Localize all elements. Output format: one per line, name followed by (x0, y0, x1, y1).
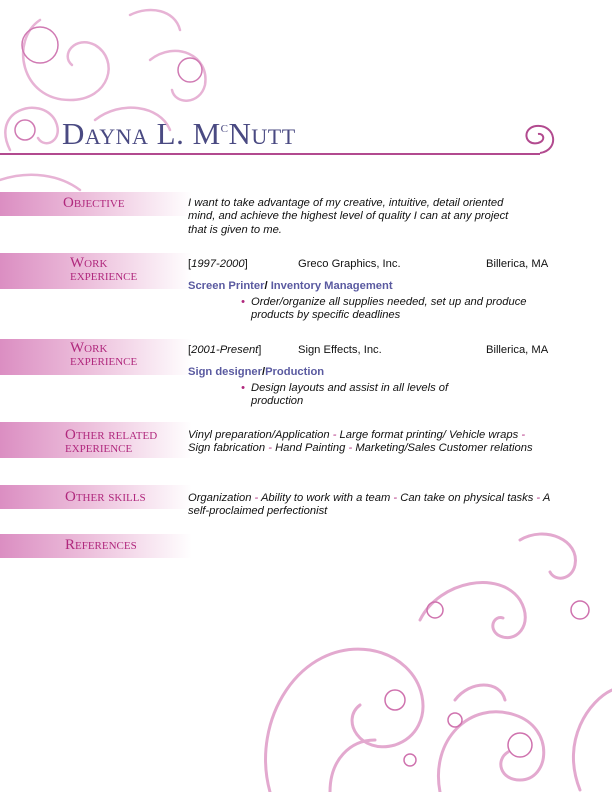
skills-text: Organization - Ability to work with a team - Can take on physical tasks - A self-proclaimed perfectionist (188, 492, 550, 518)
section-label-related: Other related experience (65, 427, 158, 456)
work-2-company: Sign Effects, Inc. (298, 344, 382, 356)
related-text: Vinyl preparation/Application - Large format printing/ Vehicle wraps - Sign fabrication - Hand Painting - Marketing/Sales Customer relations (188, 429, 533, 455)
section-label-objective: Objective (63, 195, 125, 211)
work-1-bullet: • Order/organize all supplies needed, set up and produce products by specific deadlines (241, 296, 527, 322)
header-rule (0, 153, 540, 155)
work-1-title: Screen Printer/ Inventory Management (188, 280, 393, 292)
candidate-name: Dayna L. $M^cNutt$ (62, 116, 296, 151)
work-1-dates: [1997-2000] (188, 258, 248, 270)
section-label-work-2: Work experience (70, 340, 138, 369)
work-2-title: Sign designer/Production (188, 366, 325, 378)
work-2-bullet: • Design layouts and assist in all levels of production (241, 382, 449, 408)
section-label-skills: Other skills (65, 489, 146, 505)
bullet-icon: • (241, 382, 245, 394)
work-2-location: Billerica, MA (486, 344, 549, 356)
objective-text: I want to take advantage of my creative, intuitive, detail oriented mind, and achieve the highest level of quality I can at any project that is given to me. (188, 197, 509, 236)
section-label-references: References (65, 537, 137, 553)
bullet-icon: • (241, 296, 245, 308)
section-label-work-1: Work experience (70, 255, 138, 284)
work-1-location: Billerica, MA (486, 258, 549, 270)
work-2-dates: [2001-Present] (188, 344, 262, 356)
work-1-company: Greco Graphics, Inc. (298, 258, 401, 270)
